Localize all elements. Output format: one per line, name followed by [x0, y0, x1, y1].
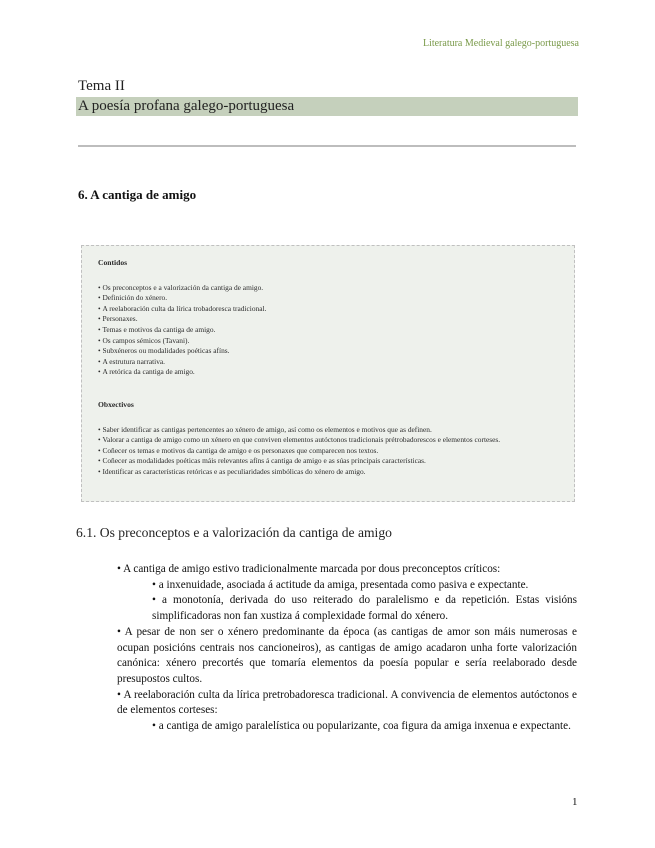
tema-title-bar [76, 97, 578, 116]
tema-title: A poesía profana galego-portuguesa [78, 98, 295, 114]
paragraph-text: a inxenuidade, asociada á actitude da amiga, presentada como pasiva e expectante. [158, 578, 529, 591]
paragraph-text: a monotonía, derivada do uso reiterado do paralelismo e da repetición. Estas visións simplificadoras non fan xustiza á complexidade formal do xénero. [152, 594, 578, 623]
list-item: • Definición do xénero. [98, 293, 558, 304]
tema-number: Tema II [78, 78, 125, 94]
list-item: • Os preconceptos e a valorización da cantiga de amigo. [98, 283, 558, 294]
paragraph-text: A cantiga de amigo estivo tradicionalmente marcada por dous preconceptos críticos: [123, 563, 501, 575]
body-text [117, 562, 577, 735]
list-item: • Subxéneros ou modalidades poéticas afíns. [98, 346, 558, 357]
paragraph-text: a cantiga de amigo paralelística ou popularizante, coa figura da amiga inxenua e expectante. [158, 720, 571, 733]
paragraph-text: A reelaboración culta da lírica pretrobadoresca tradicional. A convivencia de elementos autóctonos e de elementos corteses: [117, 688, 577, 717]
bullet-paragraph: • A reelaboración culta da lírica pretrobadoresca tradicional. A convivencia de elementos autóctonos e de elementos corteses: [117, 688, 577, 717]
list-item: • Valorar a cantiga de amigo como un xénero en que conviven elementos autóctonos tradicionais prétrobadorescos e elementos corteses. [98, 435, 558, 446]
contents-heading: Contidos [98, 258, 128, 267]
objectives-list [98, 425, 558, 478]
list-item: • Os campos sémicos (Tavani). [98, 336, 558, 347]
list-item: • Identificar as características retóricas e as peculiaridades simbólicas do xénero de amigo. [98, 467, 558, 478]
list-item: • A retórica da cantiga de amigo. [98, 367, 558, 378]
list-item: • Temas e motivos da cantiga de amigo. [98, 325, 558, 336]
subsection-title: 6.1. Os preconceptos e a valorización da cantiga de amigo [76, 525, 392, 540]
list-item: • A estrutura narrativa. [98, 357, 558, 368]
bullet-paragraph: • A pesar de non ser o xénero predominante da época (as cantigas de amor son máis numerosas e ocupan posicións centrais nos cancioneiros), as cantigas de amigo acadaron unha forte valorización canónica: xénero precortés que tomaría elementos da poesía popular e sería reelaborado desde presupostos cultos. [117, 625, 577, 685]
paragraph-text: A pesar de non ser o xénero predominante da época (as cantigas de amor son máis numerosas e ocupan posicións centrais nos cancioneiros), as cantigas de amigo acadaron unha forte valorización canónica: xénero precortés que tomaría elementos da poesía popular e sería reelaborado desde presupostos cultos. [117, 625, 577, 685]
section-title: 6. A cantiga de amigo [78, 187, 197, 202]
contents-list [98, 283, 558, 378]
horizontal-divider [78, 145, 576, 147]
list-item: • Saber identificar as cantigas pertencentes ao xénero de amigo, así como os elementos e motivos que as definen. [98, 425, 558, 436]
list-item: • A reelaboración culta da lírica trobadoresca tradicional. [98, 304, 558, 315]
bullet-paragraph: • A cantiga de amigo estivo tradicionalmente marcada por dous preconceptos críticos: [117, 563, 501, 575]
sub-bullet-paragraph: • a inxenuidade, asociada á actitude da amiga, presentada como pasiva e expectante. [152, 578, 529, 591]
list-item: • Coñecer as modalidades poéticas máis relevantes afíns á cantiga de amigo e as súas principais características. [98, 456, 558, 467]
list-item: • Coñecer os temas e motivos da cantiga de amigo e os personaxes que comparecen nos textos. [98, 446, 558, 457]
objectives-heading: Obxectivos [98, 399, 134, 409]
sub-bullet-paragraph: • a cantiga de amigo paralelística ou popularizante, coa figura da amiga inxenua e expectante. [152, 720, 571, 733]
running-header: Literatura Medieval galego-portuguesa [422, 38, 579, 49]
list-item: • Personaxes. [98, 314, 558, 325]
contents-objectives-box [81, 245, 575, 502]
page-number: 1 [572, 796, 578, 808]
sub-bullet-paragraph: • a monotonía, derivada do uso reiterado do paralelismo e da repetición. Estas visións simplificadoras non fan xustiza á complexidade formal do xénero. [152, 594, 578, 623]
